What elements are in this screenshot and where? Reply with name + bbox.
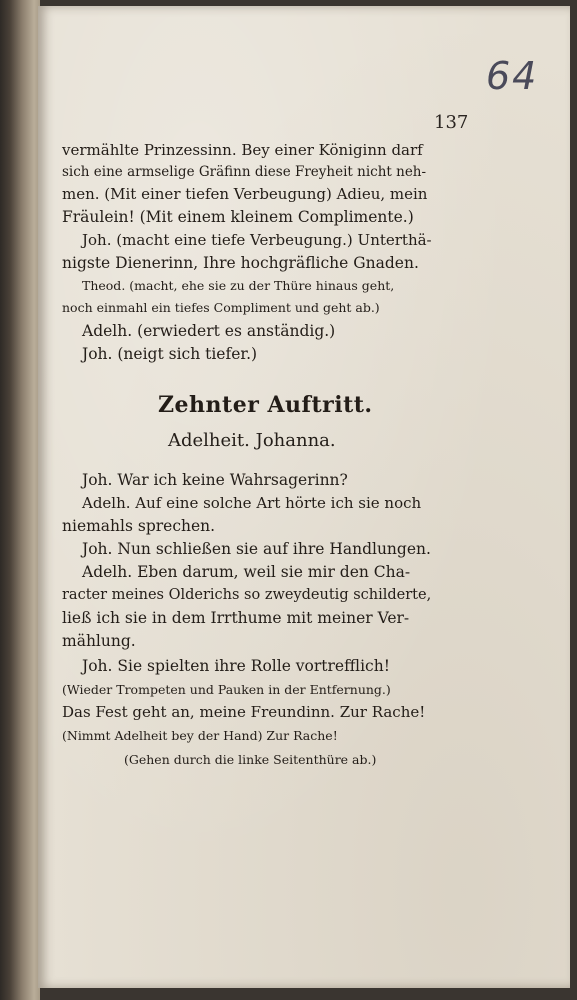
text-line: Joh. (macht eine tiefe Verbeugung.) Unterthä- xyxy=(82,231,432,249)
text-line: Theod. (macht, ehe sie zu der Thüre hinaus geht, xyxy=(82,278,395,293)
stage-direction: (Wieder Trompeten und Pauken in der Entfernung.) xyxy=(62,682,391,697)
dialogue-line: niemahls sprechen. xyxy=(62,517,216,535)
stage-direction: (Nimmt Adelheit bey der Hand) Zur Rache! xyxy=(62,728,338,743)
text-line: Fräulein! (Mit einem kleinem Complimente.) xyxy=(62,208,414,226)
stage-direction: (Gehen durch die linke Seitenthüre ab.) xyxy=(124,752,377,767)
dialogue-line: Das Fest geht an, meine Freundinn. Zur Rache! xyxy=(62,703,426,721)
book-spine-edge xyxy=(0,0,40,1000)
dialogue-line: Joh. War ich keine Wahrsagerinn? xyxy=(82,471,348,489)
text-line: Adelh. (erwiedert es anständig.) xyxy=(82,322,336,340)
dialogue-line: racter meines Olderichs so zweydeutig schilderte, xyxy=(62,587,432,603)
dialogue-line: ließ ich sie in dem Irrthume mit meiner Ver- xyxy=(62,609,410,627)
dialogue-line: Joh. Sie spielten ihre Rolle vortrefflich! xyxy=(82,657,390,675)
text-line: men. (Mit einer tiefen Verbeugung) Adieu, mein xyxy=(62,185,428,203)
dialogue-line: Adelh. Auf eine solche Art hörte ich sie noch xyxy=(82,494,422,512)
text-line: Joh. (neigt sich tiefer.) xyxy=(82,345,258,363)
scene-characters: Adelheit. Johanna. xyxy=(168,430,336,451)
text-line: noch einmahl ein tiefes Compliment und geht ab.) xyxy=(62,300,380,315)
scene-heading: Zehnter Auftritt. xyxy=(158,392,373,418)
text-line: nigste Dienerinn, Ihre hochgräfliche Gnaden. xyxy=(62,254,419,272)
handwritten-page-note: 64 xyxy=(486,54,539,98)
dialogue-line: Joh. Nun schließen sie auf ihre Handlungen. xyxy=(82,540,431,558)
text-line: sich eine armselige Gräfinn diese Freyheit nicht neh- xyxy=(62,164,427,180)
text-line: vermählte Prinzessinn. Bey einer Königinn darf xyxy=(62,141,423,159)
dialogue-line: mählung. xyxy=(62,632,136,650)
page-number: 137 xyxy=(434,112,469,133)
dialogue-line: Adelh. Eben darum, weil sie mir den Cha- xyxy=(82,563,411,581)
